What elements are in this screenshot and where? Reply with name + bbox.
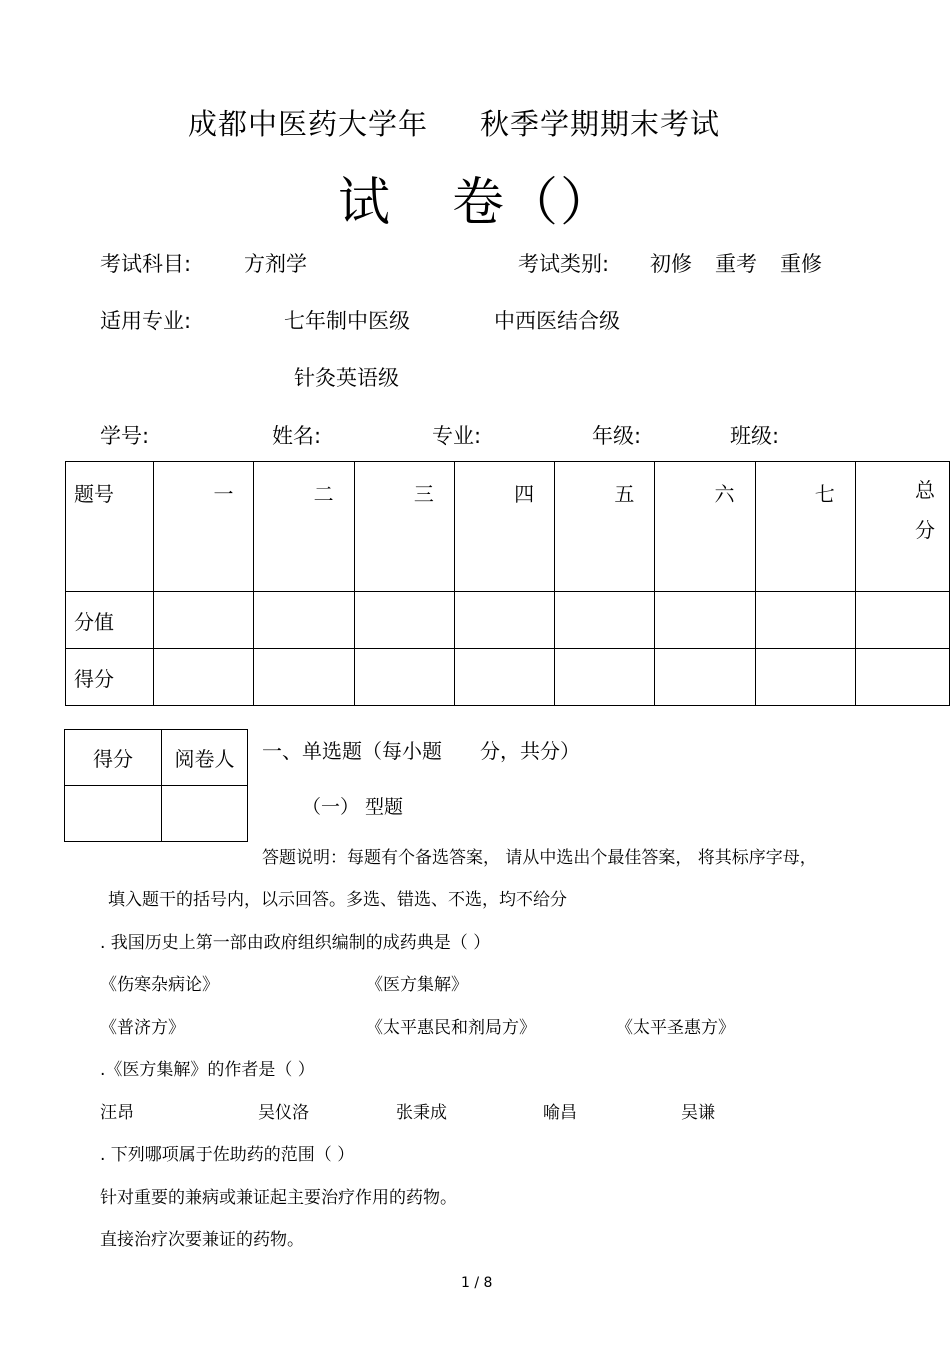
student-name-label: 姓名: [272,424,322,448]
score-table [65,461,950,706]
grader-name-label: 阅卷人 [162,730,248,786]
student-grade-label: 年级: [592,424,642,448]
instructions-line2: 填入题干的括号内，以示回答。多选、错选、不选，均不给分 [108,890,567,910]
score-cell[interactable] [154,649,254,706]
exam-title-part1: 成都中医药大学年 [188,107,429,141]
section-title [262,735,580,764]
question-1-option-b: 《医方集解》 [366,975,468,995]
points-cell[interactable] [154,592,254,649]
question-1-stem: . 我国历史上第一部由政府组织编制的成药典是（ ） [100,933,491,953]
points-cell[interactable] [254,592,354,649]
major-label: 适用专业: [100,309,192,333]
column-2: 二 [254,462,354,592]
section-title-suffix: 分，共分） [480,739,580,763]
total-bottom: 分 [915,518,935,542]
grader-name-cell[interactable] [162,786,248,842]
category-option-initial: 初修 [650,252,692,276]
question-1-option-e: 《太平圣惠方》 [616,1018,735,1038]
score-cell[interactable] [354,649,454,706]
total-top: 总 [915,478,935,502]
question-1-option-c: 《普济方》 [100,1018,185,1038]
exam-title [188,102,720,143]
question-2-option-b: 吴仪洛 [258,1103,309,1123]
score-cell[interactable] [555,649,655,706]
question-2-option-d: 喻昌 [543,1103,577,1123]
column-5: 五 [555,462,655,592]
instructions-line1: 答题说明：每题有个备选答案， 请从中选出个最佳答案， 将其标序字母， [262,848,817,868]
points-cell[interactable] [655,592,755,649]
question-3-option-a: 针对重要的兼病或兼证起主要治疗作用的药物。 [100,1188,457,1208]
column-3: 三 [354,462,454,592]
exam-title-part2: 秋季学期期末考试 [480,107,721,141]
score-table-header-row [66,462,950,592]
section-subtitle: （一） 型题 [302,796,404,818]
points-cell[interactable] [354,592,454,649]
column-1: 一 [154,462,254,592]
question-2-option-c: 张秉成 [396,1103,447,1123]
score-cell[interactable] [454,649,554,706]
score-cell[interactable] [855,649,949,706]
student-id-label: 学号: [100,424,150,448]
column-total [855,462,949,592]
score-cell[interactable] [755,649,855,706]
question-number-label: 题号 [66,462,154,592]
points-cell[interactable] [555,592,655,649]
paper-title-char1: 试 [338,173,393,233]
question-3-stem: . 下列哪项属于佐助药的范围（ ） [100,1145,355,1165]
grader-score-cell[interactable] [65,786,162,842]
subject-value: 方剂学 [244,252,307,276]
column-7: 七 [755,462,855,592]
question-2-stem: .《医方集解》的作者是（ ） [100,1060,315,1080]
student-major-label: 专业: [432,424,482,448]
section-title-text: 一、单选题（每小题 [262,739,442,763]
question-3-option-b: 直接治疗次要兼证的药物。 [100,1230,304,1250]
question-2-option-e: 吴谦 [681,1103,715,1123]
major-3: 针灸英语级 [294,366,399,390]
question-2-option-a: 汪昂 [100,1103,134,1123]
category-option-retake: 重考 [715,252,757,276]
score-cell[interactable] [254,649,354,706]
paper-title [338,160,614,235]
student-class-label: 班级: [730,424,780,448]
score-row [66,649,950,706]
points-row [66,592,950,649]
question-1-option-a: 《伤寒杂病论》 [100,975,219,995]
column-4: 四 [454,462,554,592]
points-label: 分值 [66,592,154,649]
points-cell[interactable] [855,592,949,649]
points-cell[interactable] [454,592,554,649]
paper-title-char2: 卷（） [452,173,615,233]
score-cell[interactable] [655,649,755,706]
column-6: 六 [655,462,755,592]
category-option-repeat: 重修 [780,252,822,276]
grader-score-label: 得分 [65,730,162,786]
question-1-option-d: 《太平惠民和剂局方》 [366,1018,536,1038]
points-cell[interactable] [755,592,855,649]
subject-label: 考试科目: [100,252,192,276]
major-1: 七年制中医级 [284,309,410,333]
major-2: 中西医结合级 [494,309,620,333]
score-label: 得分 [66,649,154,706]
grader-box [64,729,248,842]
category-label: 考试类别: [518,252,610,276]
page-number: 1 / 8 [461,1275,493,1291]
